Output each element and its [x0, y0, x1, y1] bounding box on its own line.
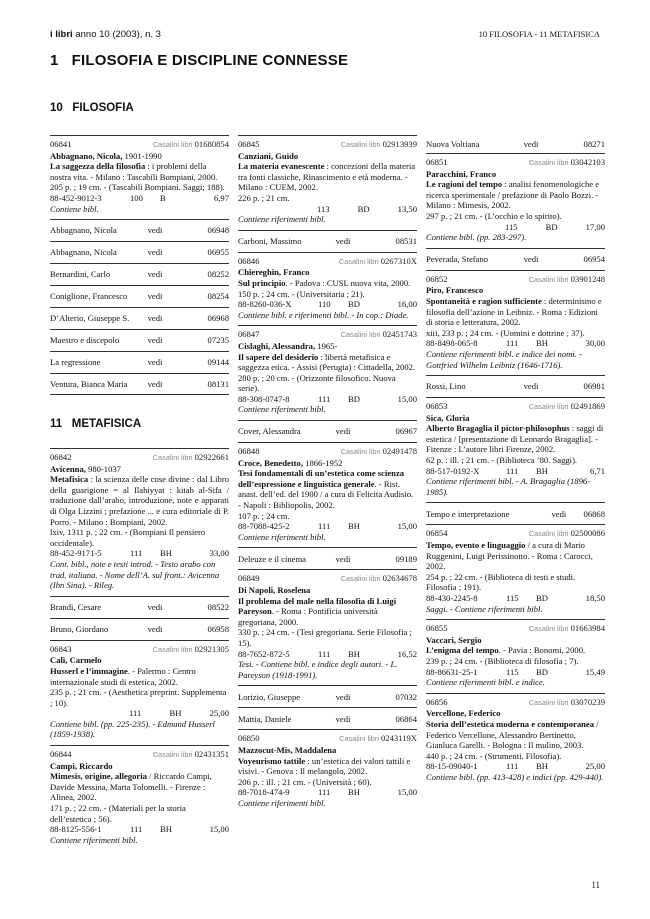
page-number: 11 [591, 880, 600, 890]
column-2 [238, 135, 417, 814]
entry: 06843 Casalini libri 02921305 Calì, Carmelo Husserl e l’immagine. - Palermo : Centro internazionale studi di estetica, 2002. 235 p. ; 21 cm. - (Aesthetica preprint. Supplementa ; 10). 111 BH 25,00 Contiene bibl. (pp. 225-235). - Edmund Husserl (1859-1938). [50, 640, 229, 745]
entry: 06847 Casalini libri 02451743 Cislaghi, Alessandra, 1965- Il sapere del desiderio : libertà metafisica e saggezza etica. - Assisi (Perugia) : Cittadella, 2002. 280 p. ; 20 cm. - (Orizzonte filosofico. Nuova serie). 88-308-0747-8 111 BD 15,00 Contiene riferimenti bibl. [238, 325, 417, 420]
cross-reference: Carboni, Massimo vedi 08531 [238, 230, 417, 252]
column-3 [426, 135, 605, 788]
cross-reference: Mattia, Daniele vedi 06864 [238, 707, 417, 729]
cross-reference: Maestro e discepolo vedi 07235 [50, 329, 229, 351]
cross-reference: Brandi, Cesare vedi 08522 [50, 596, 229, 618]
cross-reference: D’Alterio, Giuseppe S. vedi 06968 [50, 307, 229, 329]
entry-number: 06841 [50, 139, 72, 149]
cross-reference: Cover, Alessandra vedi 06967 [238, 420, 417, 442]
column-1-filosofia [50, 135, 229, 395]
entry: 06853 Casalini libri 02491869 Sica, Gloria Alberto Bragaglia il pictor-philosophus : saggi di estetica / [presentazione di Leonardo Bragaglia]. - Firenze : L’autore libri Firenze, 2002. 62 p. : ill. ; 21 cm. - (Biblioteca ’80. Saggi). 88-517-0192-X 111 BH 6,71 Contiene riferimenti bibl. - A. Bragaglia (1896-1985). [426, 397, 605, 502]
cross-reference: Nuova Voltiana vedi 08271 [426, 138, 605, 149]
entry: 06844 Casalini libri 02431351 Campi, Riccardo Mimesis, origine, allegoria / Riccardo Campi, Davide Messina, Marta Tolomelli. - Firenze : Alinea, 2002. 171 p. ; 22 cm. - (Materiali per la storia dell’estetica ; 56). 88-8125-556-1 111 BH 15,00 Contiene riferimenti bibl. [50, 745, 229, 850]
entry: 06850 Casalini libri 0243119X Mazzocut-Mis, Maddalena Voyeurismo tattile : un’estetica dei valori tattili e visivi. - Genova : Il melangolo, 2002. 206 p. : ill. ; 21 cm. - (Università ; 60). 88-7018-474-9 111 BH 15,00 Contiene riferimenti bibl. [238, 729, 417, 813]
entry: 06854 Casalini libri 02500086 Tempo, evento e linguaggio / a cura di Mario Ruggenini, Luigi Perissinotto. - Roma : Carocci, 2002. 254 p. ; 22 cm. - (Biblioteca di testi e studi. Filosofia ; 191). 88-430-2245-8 115 BD 18,50 Saggi. - Contiene riferimenti bibl. [426, 524, 605, 619]
entry: 06846 Casalini libri 0267310X Chiereghin, Franco Sul principio. - Padova : CUSL nuova vita, 2000. 150 p. ; 24 cm. - (Universitaria ; 21). 88-8260-036-X 110 BD 16,00 Contiene bibl. e riferimenti bibl. - In cop.: Diade. [238, 252, 417, 326]
subsection-filosofia: 10 FILOSOFIA [50, 102, 134, 114]
cross-reference: Ventura, Bianca Maria vedi 08131 [50, 373, 229, 395]
cross-reference: Coniglione, Francesco vedi 08254 [50, 285, 229, 307]
entry: 06842 Casalini libri 02922661 Avicenna, 980-1037 Metafisica : la scienza delle cose divine : dal Libro della guarigione = al Ilahiyyat : kitab al-Sifa / traduzione dall’arabo, introduzione, note e apparati di Olga Lizzini ; prefazione ... e cura editoriale di P. Porro. - Milano : Bompiani, 2002. lxiv, 1311 p. ; 22 cm. - (Bompiani Il pensiero occidentale). 88-452-9171-5 111 BH 33,00 Cont. bibl., note e testi introd. - Testo arabo con trad. italiana. - Nome dell’A. sul front.: Avicenna (Ibn Sina). - Rileg. [50, 448, 229, 596]
cross-reference: Abbagnano, Nicola vedi 06955 [50, 241, 229, 263]
subsection-metafisica: 11 METAFISICA [50, 418, 142, 430]
column-1-metafisica [50, 448, 229, 850]
running-header-right: 10 FILOSOFIA - 11 METAFISICA [478, 29, 600, 39]
entry: 06841 Casalini libri 01680854 Abbagnano, Nicola, 1901-1990 La saggezza della filosofia : i problemi della nostra vita. - Milano : Tascabili Bompiani, 2000. 205 p. ; 19 cm. - (Tascabili Bompiani. Saggi; 188). 88-452-9012-3 100 B 6,97 Contiene bibl. [50, 135, 229, 219]
entry: 06849 Casalini libri 02634678 Di Napoli, Roselena Il problema del male nella filosofia di Luigi Pareyson. - Roma : Pontificia università gregoriana, 2000. 330 p. ; 24 cm. - (Tesi gregoriana. Serie Filosofia ; 15). 88-7652-872-5 111 BH 16,52 Tesi. - Contiene bibl. e indice degli autori. - L. Pareyson (1918-1991). [238, 569, 417, 685]
cross-reference: La regressione vedi 09144 [50, 351, 229, 373]
entry: 06855 Casalini libri 01663984 Vaccari, Sergio L’enigma del tempo. - Pavia : Bonomi, 2000. 239 p. ; 24 cm. - (Biblioteca di filosofia ; 7). 88-86631-25-1 115 BD 15,49 Contiene riferimenti bibl. e indice. [426, 619, 605, 693]
entry: 06851 Casalini libri 03042103 Paracchini, Franco Le ragioni del tempo : analisi fenomenologiche e ricerca sperimentale / prefazione di Paolo Bozzi. - Milano : Mimesis, 2002. 297 p. ; 21 cm. - (L’occhio e lo spirito). 115 BD 17,00 Contiene bibl. (pp. 283-297). [426, 153, 605, 248]
cross-reference: Lorizio, Giuseppe vedi 07032 [238, 685, 417, 707]
cross-reference: Tempo e interpretazione vedi 06868 [426, 502, 605, 524]
cross-reference: Abbagnano, Nicola vedi 06948 [50, 219, 229, 241]
entry: 06848 Casalini libri 02491478 Croce, Benedetto, 1866-1952 Tesi fondamentali di un’estetica come scienza dell’espressione e linguistica generale. - Rist. anast. dell’ed. del 1900 / a cura di Felicita Audisio. - Napoli : Bibliopolis, 2002. 107 p. ; 24 cm. 88-7088-425-2 111 BH 15,00 Contiene riferimenti bibl. [238, 442, 417, 547]
entry: 06845 Casalini libri 02913939 Canziani, Guido La materia evanescente : concezioni della materia tra fonti classiche, Rinascimento e età moderna. - Milano : CUEM, 2002. 226 p. ; 21 cm. 113 BD 13,50 Contiene riferimenti bibl. [238, 135, 417, 230]
cross-reference: Deleuze e il cinema vedi 09189 [238, 547, 417, 569]
cross-reference: Rossi, Lino vedi 06981 [426, 375, 605, 397]
running-header-left: i libri anno 10 (2003), n. 3 [50, 29, 161, 40]
section-title: 1 FILOSOFIA E DISCIPLINE CONNESSE [50, 52, 349, 69]
cross-reference: Bruno, Giordano vedi 06958 [50, 618, 229, 640]
cross-reference: Peverada, Stefano vedi 06954 [426, 248, 605, 270]
entry: 06852 Casalini libri 03901248 Piro, Francesco Spontaneità e ragion sufficiente : determinismo e filosofia dell’azione in Leibniz. - Roma : Edizioni di storia e letteratura, 2002. xiii, 233 p. ; 24 cm. - (Uomini e dottrine ; 37). 88-8498-065-8 111 BH 30,00 Contiene riferimenti bibl. e indice dei nomi. - Gottfried Wilhelm Leibniz (1646-1716). [426, 270, 605, 375]
cross-reference: Bernardini, Carlo vedi 08252 [50, 263, 229, 285]
entry: 06856 Casalini libri 03070239 Vercellone, Federico Storia dell’estetica moderna e contemporanea / Federico Vercellone, Alessandro Bertinetto, Gianluca Garelli. - Bologna : Il mulino, 2003. 440 p. ; 24 cm. - (Strumenti. Filosofia). 88-15-09040-1 111 BH 25,00 Contiene bibl. (pp. 413-428) e indici (pp. 429-440). [426, 693, 605, 788]
